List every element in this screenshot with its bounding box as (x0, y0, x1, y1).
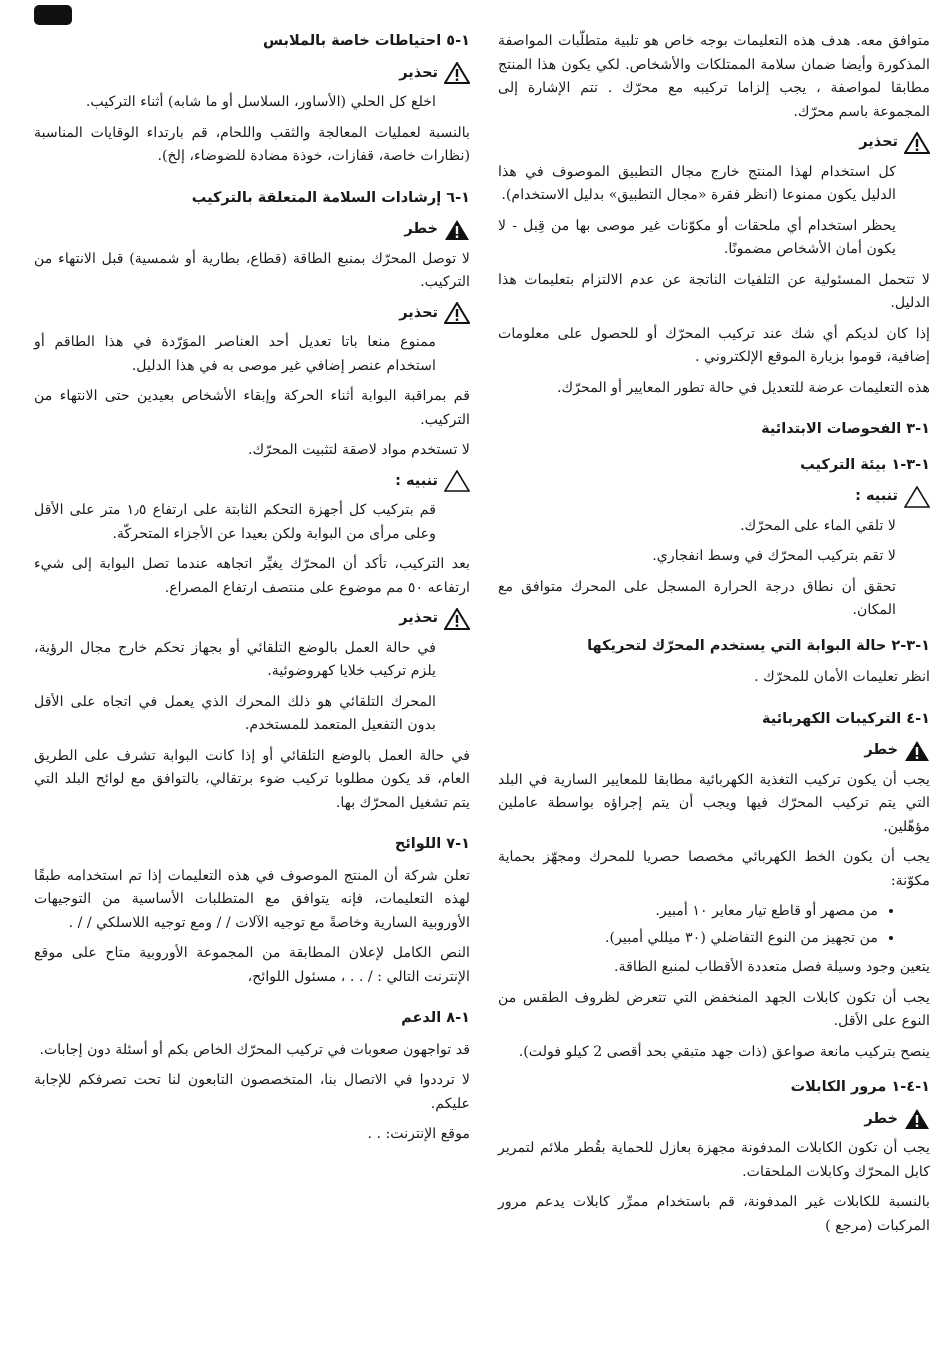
warning-heading (34, 62, 470, 86)
section-heading: ١-٨ الدعم (401, 1010, 470, 1026)
danger-triangle-icon (444, 219, 470, 241)
paragraph: بعد التركيب، تأكد أن المحرّك يغيِّر اتجاهه عندما تصل البوابة إلى شيء ارتفاعه ٥٠ مم موضوع على منتصف ارتفاع المصراع. (34, 556, 470, 596)
danger-text: ينصح بتركيب مانعة صواعق (ذات جهد متبقي بحد أقصى 2 كيلو فولت). (518, 1043, 930, 1060)
bullet-list (498, 900, 930, 950)
section-heading: ١-٦ إرشادات السلامة المتعلقة بالتركيب (191, 189, 470, 206)
paragraph: لا تتحمل المسئولية عن التلفيات الناتجة عن عدم الالتزام بتعليمات هذا الدليل. (498, 271, 930, 311)
subsection-heading: ١-٤-١ مرور الكابلات (790, 1079, 930, 1095)
paragraph: في حالة العمل بالوضع التلقائي أو إذا كانت البوابة تشرف على الطريق العام، قد يكون مطلوبا تركيب ضوء برتقالي، بالتوافق مع لوائح البلد التي يتم تشغيل المحرّك بها. (34, 747, 470, 811)
danger-text: يجب أن يكون تركيب التغذية الكهربائية مطابقا للمعايير السارية في البلد التي يتم تركيب المحرّك فيها ويجب أن يتم إجراؤه بواسطة عاملين مؤهّلين. (498, 771, 930, 835)
danger-text: يجب أن تكون كابلات الجهد المنخفض التي تتعرض لظروف الطقس من النوع على الأقل. (498, 989, 930, 1029)
paragraph: بالنسبة لعمليات المعالجة والثقب واللحام، قم بارتداء الوقايات المناسبة (نظارات خاصة، قفازات، خوذة مضادة للضوضاء، إلخ). (34, 124, 470, 164)
paragraph: انظر تعليمات الأمان للمحرّك . (754, 669, 930, 685)
paragraph: لا تستخدم مواد لاصقة لتثبيت المحرّك. (247, 442, 470, 458)
warning-text: اخلع كل الحلي (الأساور، السلاسل أو ما شابه) أثناء التركيب. (85, 94, 436, 110)
danger-text: بالنسبة للكابلات غير المدفونة، قم باستخدام ممرِّر كابلات يدعم مرور المركبات (مرجع ) (498, 1194, 930, 1234)
paragraph: قم بمراقبة البوابة أثناء الحركة وإبقاء الأشخاص بعيدين حتى الانتهاء من التركيب. (34, 388, 470, 428)
list-item: • من مصهر أو قاطع تيار معاير ١٠ أمبير. (498, 900, 878, 924)
caution-text: لا تقم بتركيب المحرّك في وسط انفجاري. (652, 548, 896, 564)
warning-heading (34, 302, 470, 326)
danger-text: يجب أن يكون الخط الكهربائي مخصصا حصريا للمحرك ومجهّز بحماية مكوّنة: (498, 849, 930, 889)
caution-triangle-icon (444, 470, 470, 492)
danger-triangle-icon (904, 740, 930, 762)
danger-triangle-icon (904, 1108, 930, 1130)
right-column (498, 30, 930, 1245)
paragraph: إذا كان لديكم أي شك عند تركيب المحرّك أو للحصول على معلومات إضافية، قوموا بزيارة الموقع الإلكتروني . (498, 325, 930, 365)
danger-text: يجب أن تكون الكابلات المدفونة مجهزة بعازل للحماية بقُطر ملائم لتمرير كابل المحرّك وكابلات الملحقات. (498, 1140, 930, 1180)
paragraph: لا ترددوا في الاتصال بنا، المتخصصون التابعون لنا تحت تصرفكم للإجابة عليكم. (34, 1072, 470, 1112)
left-column (34, 30, 470, 1154)
danger-label: خطر (864, 1110, 898, 1127)
paragraph: موقع الإنترنت: . . (367, 1126, 470, 1142)
intro-paragraph: متوافق معه. هدف هذه التعليمات بوجه خاص هو تلبية متطلّبات المواصفة المذكورة وأيضا ضمان سلامة الممتلكات والأشخاص. لكي يكون هذا المنتج مطابقا لمواصفة ، يجب إلزاما تركيبه مع محرّك . تتم الإشارة إلى المجموعة باسم محرّك. (498, 33, 930, 120)
warning-heading (498, 131, 930, 155)
warning-text: في حالة العمل بالوضع التلقائي أو بجهاز تحكم خارج مجال الرؤية، يلزم تركيب خلايا كهروضوئية. (34, 639, 436, 679)
warning-label: تحذير (399, 64, 438, 81)
danger-label: خطر (404, 221, 438, 237)
warning-text: ممنوع منعا باتا تعديل أحد العناصر الموَرّدة في هذا الطاقم أو استخدام عنصر إضافي غير موصى به في هذا الدليل. (34, 334, 436, 374)
warning-triangle-icon (444, 302, 470, 324)
section-heading: ١-٤ التركيبات الكهربائية (762, 710, 930, 727)
caution-label: تنبيه : (395, 472, 438, 489)
section-heading: ١-٥ احتياطات خاصة بالملابس (263, 33, 470, 49)
caution-text: لا تلقي الماء على المحرّك. (740, 517, 896, 534)
subsection-heading: ١-٣-١ بيئة التركيب (800, 456, 930, 473)
caution-triangle-icon (904, 486, 930, 508)
list-item: • من تجهيز من النوع التفاضلي (٣٠ ميللي أمبير). (498, 927, 878, 951)
caution-heading (34, 470, 470, 494)
warning-heading (34, 607, 470, 631)
warning-label: تحذير (399, 610, 438, 626)
danger-label: خطر (864, 742, 898, 758)
section-heading: ١-٣ الفحوصات الابتدائية (761, 421, 930, 437)
paragraph: تعلن شركة أن المنتج الموصوف في هذه التعليمات إذا تم استخدامه طبقًا لهذه التعليمات، فإنه يتوافق مع المتطلبات الأساسية من التوجيهات الأوروبية السارية وخاصةً مع توجيه الآلات / / ومع توجيه اللاسلكي / / . (34, 867, 470, 931)
caution-label: تنبيه : (855, 488, 898, 504)
danger-heading (498, 739, 930, 763)
caution-text: تحقق أن نطاق درجة الحرارة المسجل على المحرك متوافق مع المكان. (498, 578, 896, 618)
paragraph: النص الكامل لإعلان المطابقة من المجموعة الأوروبية متاح على موقع الإنترنت التالي : / . . ، مسئول اللوائح، (34, 945, 470, 985)
section-heading: ١-٧ اللوائح (394, 836, 470, 852)
paragraph: قد تواجهون صعوبات في تركيب المحرّك الخاص بكم أو أسئلة دون إجابات. (39, 1041, 470, 1058)
warning-triangle-icon (444, 608, 470, 630)
danger-text: لا توصل المحرّك بمنبع الطاقة (قطاع، بطارية أو شمسية) قبل الانتهاء من التركيب. (34, 250, 470, 290)
warning-triangle-icon (904, 132, 930, 154)
danger-text: يتعين وجود وسيلة فصل متعددة الأقطاب لمنبع الطاقة. (614, 959, 930, 975)
warning-label: تحذير (399, 304, 438, 321)
page-tab-marker (34, 5, 72, 25)
warning-text: المحرك التلقائي هو ذلك المحرك الذي يعمل في اتجاه على الأقل بدون التفعيل المتعمد للمستخدم. (34, 693, 436, 733)
danger-heading (34, 218, 470, 242)
warning-text: كل استخدام لهذا المنتج خارج مجال التطبيق الموصوف في هذا الدليل يكون ممنوعا (انظر فقرة «مجال التطبيق» بدليل الاستخدام). (498, 163, 896, 203)
caution-heading (498, 485, 930, 509)
danger-heading (498, 1108, 930, 1132)
warning-label: تحذير (859, 134, 898, 150)
subsection-heading: ١-٣-٢ حالة البوابة التي يستخدم المحرّك لتحريكها (587, 637, 930, 654)
paragraph: هذه التعليمات عرضة للتعديل في حالة تطور المعايير أو المحرّك. (557, 379, 930, 396)
warning-triangle-icon (444, 62, 470, 84)
caution-text: قم بتركيب كل أجهزة التحكم الثابتة على ارتفاع ١٫٥ متر على الأقل وعلى مرأى من البوابة ولكن بعيدا عن الأجزاء المتحركّة. (34, 502, 436, 542)
warning-text: يحظر استخدام أي ملحقات أو مكوّنات غير موصى بها من قِبل - لا يكون أمان الأشخاص مضمونًا. (498, 217, 896, 257)
